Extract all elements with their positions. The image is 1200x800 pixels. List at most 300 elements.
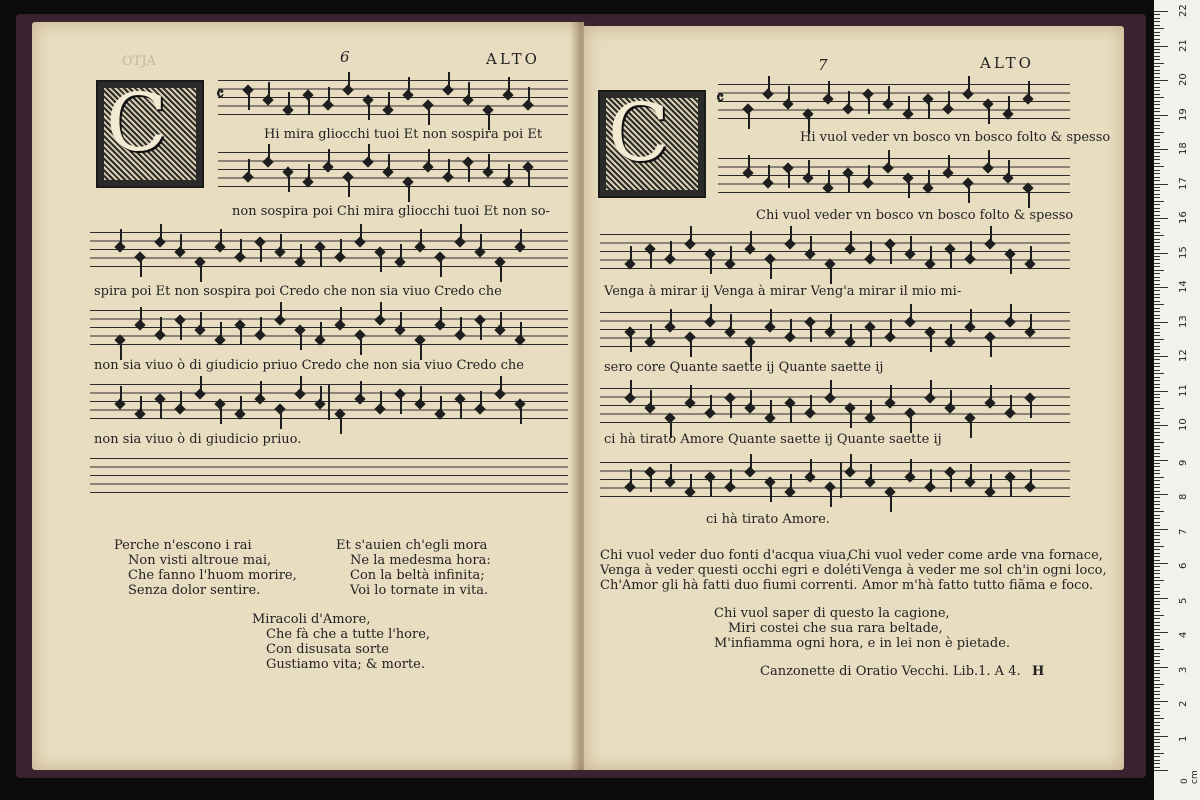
ruler-minor-tick (1154, 221, 1160, 222)
final-barline (328, 384, 330, 420)
ruler-minor-tick (1154, 763, 1160, 764)
note-stem (870, 400, 872, 416)
lyric-line: Venga à mirar ij Venga à mirar Veng'a mirar il mio mi- (604, 284, 962, 299)
note-stem (448, 159, 450, 175)
lyric-line: Chi vuol veder vn bosco vn bosco folto & spesso (756, 208, 1074, 223)
music-staff (600, 462, 1070, 498)
ruler-minor-tick (1154, 453, 1160, 454)
lyric-line: spira poi Et non sospira poi Credo che non sia viuo Credo che (94, 284, 502, 299)
note-stem (308, 164, 310, 180)
ruler-minor-tick (1154, 208, 1160, 209)
note-stem (850, 231, 852, 247)
ruler-minor-tick (1154, 156, 1160, 157)
note-stem (520, 408, 522, 424)
ruler-minor-tick (1154, 66, 1160, 67)
note-stem (848, 177, 850, 193)
note-stem (810, 236, 812, 252)
note-stem (930, 336, 932, 352)
ruler-minor-tick (1154, 725, 1160, 726)
note-stem (1028, 81, 1030, 97)
ruler-minor-tick (1154, 304, 1164, 305)
ruler-minor-tick (1154, 442, 1164, 443)
note-stem (448, 72, 450, 88)
note-stem (200, 266, 202, 282)
decorated-initial: C (96, 80, 204, 188)
note-stem (500, 312, 502, 328)
note-stem (140, 307, 142, 323)
ruler-label: 14 (1178, 280, 1189, 293)
note-stem (970, 241, 972, 257)
ruler-unit: 0 cm (1180, 770, 1200, 784)
note-stem (268, 144, 270, 160)
ruler-minor-tick (1154, 349, 1160, 350)
ruler-minor-tick (1154, 618, 1160, 619)
ruler-minor-tick (1154, 118, 1160, 119)
ruler-minor-tick (1154, 277, 1160, 278)
note-stem (1030, 402, 1032, 418)
ruler-minor-tick (1154, 622, 1160, 623)
note-stem (380, 391, 382, 407)
ruler-minor-tick (1154, 760, 1160, 761)
ruler-minor-tick (1154, 359, 1160, 360)
ruler-minor-tick (1154, 397, 1160, 398)
note-stem (770, 486, 772, 502)
ruler-minor-tick (1154, 94, 1160, 95)
ruler-label: 18 (1178, 142, 1189, 155)
note-stem (890, 385, 892, 401)
note-stem (750, 231, 752, 247)
ruler-minor-tick (1154, 463, 1160, 464)
ruler-minor-tick (1154, 670, 1160, 671)
note-stem (910, 417, 912, 433)
ruler-minor-tick (1154, 756, 1160, 757)
ruler-minor-tick (1154, 232, 1160, 233)
ruler-label: 20 (1178, 73, 1189, 86)
note-stem (788, 172, 790, 188)
ruler-minor-tick (1154, 566, 1160, 567)
ruler-minor-tick (1154, 270, 1164, 271)
note-stem (440, 307, 442, 323)
music-staff (718, 158, 1070, 194)
note-stem (200, 376, 202, 392)
ruler-minor-tick (1154, 77, 1160, 78)
ruler-tick (1154, 149, 1168, 150)
ruler-minor-tick (1154, 363, 1160, 364)
note-stem (790, 474, 792, 490)
ruler-minor-tick (1154, 266, 1160, 267)
ruler-minor-tick (1154, 28, 1164, 29)
note-stem (500, 266, 502, 282)
note-stem (650, 390, 652, 406)
note-stem (260, 317, 262, 333)
ruler-minor-tick (1154, 353, 1160, 354)
ruler-minor-tick (1154, 42, 1160, 43)
note-stem (440, 261, 442, 277)
note-stem (930, 380, 932, 396)
ruler-tick (1154, 11, 1168, 12)
note-stem (348, 72, 350, 88)
ruler-minor-tick (1154, 491, 1160, 492)
note-stem (910, 236, 912, 252)
ruler-minor-tick (1154, 549, 1160, 550)
ruler-minor-tick (1154, 328, 1160, 329)
note-stem (630, 336, 632, 352)
ruler-minor-tick (1154, 470, 1160, 471)
ruler-minor-tick (1154, 742, 1160, 743)
ruler-label: 21 (1178, 38, 1189, 52)
measurement-ruler (1154, 0, 1200, 800)
ruler-minor-tick (1154, 380, 1160, 381)
note-stem (240, 329, 242, 345)
ruler-tick (1154, 184, 1168, 185)
ruler-tick (1154, 632, 1168, 633)
ruler-minor-tick (1154, 704, 1160, 705)
lyric-line: non sia viuo ò di giudicio priuo Credo che non sia viuo Credo che (94, 358, 524, 373)
ruler-minor-tick (1154, 204, 1160, 205)
note-stem (1030, 469, 1032, 485)
note-stem (850, 454, 852, 470)
ruler-minor-tick (1154, 273, 1160, 274)
note-stem (480, 324, 482, 340)
note-stem (630, 246, 632, 262)
ruler-minor-tick (1154, 560, 1160, 561)
ruler-tick (1154, 322, 1168, 323)
poem-stanza-3: Chi vuol saper di questo la cagione, Miri costei che sua rara beltade, M'infiamma ogni hora, e in lei non è pietade. (714, 606, 1011, 651)
note-stem (870, 241, 872, 257)
note-stem (650, 476, 652, 492)
ruler-tick (1154, 598, 1168, 599)
note-stem (810, 459, 812, 475)
ruler-minor-tick (1154, 428, 1160, 429)
note-stem (950, 476, 952, 492)
ruler-label: 16 (1178, 211, 1189, 224)
ruler-minor-tick (1154, 767, 1160, 768)
note-stem (268, 82, 270, 98)
note-stem (890, 248, 892, 264)
ruler-minor-tick (1154, 625, 1160, 626)
ruler-minor-tick (1154, 308, 1160, 309)
note-stem (500, 376, 502, 392)
ruler-minor-tick (1154, 97, 1164, 98)
note-stem (328, 149, 330, 165)
note-stem (690, 385, 692, 401)
ruler-minor-tick (1154, 152, 1160, 153)
ruler-minor-tick (1154, 301, 1160, 302)
note-stem (260, 381, 262, 397)
ruler-minor-tick (1154, 121, 1160, 122)
note-stem (288, 176, 290, 192)
decorated-initial: C (598, 90, 706, 198)
ruler-label: 11 (1178, 383, 1189, 397)
ruler-minor-tick (1154, 342, 1160, 343)
ruler-minor-tick (1154, 146, 1160, 147)
ruler-minor-tick (1154, 39, 1160, 40)
right-page (584, 26, 1124, 770)
note-stem (280, 302, 282, 318)
ruler-minor-tick (1154, 615, 1164, 616)
note-stem (950, 253, 952, 269)
ruler-tick (1154, 425, 1168, 426)
note-stem (888, 86, 890, 102)
note-stem (730, 469, 732, 485)
note-stem (650, 324, 652, 340)
note-stem (990, 341, 992, 357)
note-stem (240, 239, 242, 255)
empty-staff (90, 458, 568, 494)
ruler-tick (1154, 46, 1168, 47)
ruler-minor-tick (1154, 604, 1160, 605)
note-stem (140, 396, 142, 412)
page-number: 6 (340, 48, 350, 66)
note-stem (388, 92, 390, 108)
note-stem (508, 164, 510, 180)
poem-stanza-2: Chi vuol veder come arde vna fornace, Venga à veder me sol ch'in ogni loco, Amor m'hà fatto tutto fiãma e foco. (848, 548, 1107, 593)
note-stem (730, 246, 732, 262)
ruler-minor-tick (1154, 63, 1164, 64)
ruler-tick (1154, 391, 1168, 392)
ruler-minor-tick (1154, 480, 1160, 481)
ruler-minor-tick (1154, 663, 1160, 664)
ruler-minor-tick (1154, 422, 1160, 423)
ruler-minor-tick (1154, 649, 1164, 650)
ruler-minor-tick (1154, 660, 1160, 661)
colophon: Canzonette di Oratio Vecchi. Lib.1. A 4. (760, 664, 1021, 679)
bleed-through-text: OTJA (122, 54, 156, 69)
note-stem (930, 469, 932, 485)
ruler-minor-tick (1154, 629, 1160, 630)
ruler-minor-tick (1154, 239, 1160, 240)
ruler-label: 17 (1178, 176, 1189, 190)
note-stem (220, 408, 222, 424)
note-stem (948, 155, 950, 171)
ruler-minor-tick (1154, 577, 1160, 578)
note-stem (468, 166, 470, 182)
ruler-minor-tick (1154, 256, 1160, 257)
note-stem (368, 104, 370, 120)
ruler-label: 13 (1178, 314, 1189, 328)
note-stem (180, 234, 182, 250)
ruler-minor-tick (1154, 732, 1160, 733)
ruler-minor-tick (1154, 170, 1160, 171)
note-stem (1010, 258, 1012, 274)
note-stem (630, 380, 632, 396)
note-stem (988, 150, 990, 166)
note-stem (1008, 160, 1010, 176)
ruler-minor-tick (1154, 518, 1160, 519)
note-stem (140, 261, 142, 277)
ruler-minor-tick (1154, 311, 1160, 312)
music-staff (718, 84, 1070, 120)
ruler-minor-tick (1154, 318, 1160, 319)
ruler-minor-tick (1154, 139, 1160, 140)
note-stem (160, 317, 162, 333)
ruler-minor-tick (1154, 656, 1160, 657)
ruler-minor-tick (1154, 163, 1160, 164)
ruler-minor-tick (1154, 677, 1160, 678)
ruler-minor-tick (1154, 373, 1164, 374)
note-stem (300, 376, 302, 392)
ruler-label: 7 (1178, 528, 1189, 535)
ruler-minor-tick (1154, 446, 1160, 447)
music-staff (600, 312, 1070, 348)
ruler-minor-tick (1154, 18, 1160, 19)
ruler-minor-tick (1154, 587, 1160, 588)
ruler-minor-tick (1154, 90, 1160, 91)
note-stem (788, 86, 790, 102)
ruler-minor-tick (1154, 377, 1160, 378)
voice-header: ALTO (486, 50, 540, 68)
ruler-minor-tick (1154, 635, 1160, 636)
ruler-minor-tick (1154, 315, 1160, 316)
ruler-minor-tick (1154, 408, 1164, 409)
note-stem (180, 391, 182, 407)
note-stem (670, 464, 672, 480)
note-stem (968, 76, 970, 92)
note-stem (868, 165, 870, 181)
ruler-minor-tick (1154, 194, 1160, 195)
ruler-minor-tick (1154, 580, 1164, 581)
ruler-minor-tick (1154, 290, 1160, 291)
music-staff (600, 388, 1070, 424)
note-stem (520, 322, 522, 338)
ruler-label: 9 (1178, 459, 1189, 466)
note-stem (360, 381, 362, 397)
note-stem (1008, 96, 1010, 112)
note-stem (320, 386, 322, 402)
poem-stanza-1: Chi vuol veder duo fonti d'acqua viua, Venga à veder questi occhi egri e doléti Ch'Amor gli hà fatti duo fiumi correnti. (600, 548, 862, 593)
note-stem (990, 474, 992, 490)
note-stem (340, 418, 342, 434)
note-stem (460, 317, 462, 333)
ruler-minor-tick (1154, 108, 1160, 109)
note-stem (200, 312, 202, 328)
ruler-minor-tick (1154, 215, 1160, 216)
note-stem (690, 341, 692, 357)
ruler-minor-tick (1154, 511, 1164, 512)
ruler-minor-tick (1154, 73, 1160, 74)
ruler-tick (1154, 460, 1168, 461)
ruler-minor-tick (1154, 535, 1160, 536)
ruler-label: 3 (1178, 666, 1189, 673)
note-stem (360, 224, 362, 240)
note-stem (280, 413, 282, 429)
ruler-minor-tick (1154, 228, 1160, 229)
ruler-minor-tick (1154, 56, 1160, 57)
ruler-minor-tick (1154, 439, 1160, 440)
ruler-minor-tick (1154, 197, 1160, 198)
note-stem (970, 309, 972, 325)
music-staff (90, 232, 568, 268)
note-stem (790, 407, 792, 423)
note-stem (440, 396, 442, 412)
ruler-tick (1154, 736, 1168, 737)
note-stem (908, 182, 910, 198)
ruler-minor-tick (1154, 180, 1160, 181)
note-stem (768, 165, 770, 181)
ruler-minor-tick (1154, 284, 1160, 285)
note-stem (400, 312, 402, 328)
note-stem (988, 108, 990, 124)
note-stem (790, 319, 792, 335)
ruler-label: 12 (1178, 349, 1189, 362)
ruler-minor-tick (1154, 553, 1160, 554)
ruler-minor-tick (1154, 128, 1160, 129)
note-stem (408, 77, 410, 93)
music-staff (218, 152, 568, 188)
ruler-minor-tick (1154, 522, 1160, 523)
ruler-label: 6 (1178, 562, 1189, 569)
lyric-line: Hi mira gliocchi tuoi Et non sospira poi Et (264, 127, 543, 142)
ruler-tick (1154, 115, 1168, 116)
ruler-minor-tick (1154, 487, 1160, 488)
ruler-minor-tick (1154, 504, 1160, 505)
lyric-line: Hi vuol veder vn bosco vn bosco folto & spesso (800, 130, 1111, 145)
note-stem (830, 268, 832, 284)
ruler-minor-tick (1154, 87, 1160, 88)
ruler-label: 5 (1178, 597, 1189, 604)
clef-icon: 𝄴 (716, 88, 725, 109)
note-stem (360, 339, 362, 355)
ruler-minor-tick (1154, 249, 1160, 250)
note-stem (830, 314, 832, 330)
ruler-minor-tick (1154, 594, 1160, 595)
ruler-minor-tick (1154, 642, 1160, 643)
ruler-label: 19 (1178, 107, 1189, 121)
ruler-minor-tick (1154, 718, 1164, 719)
note-stem (690, 474, 692, 490)
ruler-minor-tick (1154, 401, 1160, 402)
ruler-label: 4 (1178, 631, 1189, 638)
ruler-minor-tick (1154, 508, 1160, 509)
note-stem (260, 246, 262, 262)
note-stem (910, 304, 912, 320)
ruler-label: 8 (1178, 493, 1189, 500)
ruler-minor-tick (1154, 242, 1160, 243)
note-stem (830, 491, 832, 507)
ruler-tick (1154, 287, 1168, 288)
note-stem (950, 324, 952, 340)
ruler-minor-tick (1154, 539, 1160, 540)
note-stem (1028, 192, 1030, 208)
ruler-tick (1154, 529, 1168, 530)
ruler-minor-tick (1154, 749, 1160, 750)
note-stem (928, 103, 930, 119)
note-stem (950, 390, 952, 406)
note-stem (890, 319, 892, 335)
note-stem (300, 334, 302, 350)
ruler-minor-tick (1154, 235, 1164, 236)
note-stem (890, 496, 892, 512)
lyric-line: ci hà tirato Amore. (706, 512, 830, 527)
note-stem (1030, 314, 1032, 330)
note-stem (420, 386, 422, 402)
ruler-minor-tick (1154, 384, 1160, 385)
note-stem (428, 109, 430, 125)
ruler-minor-tick (1154, 653, 1160, 654)
ruler-minor-tick (1154, 32, 1160, 33)
ruler-minor-tick (1154, 35, 1160, 36)
note-stem (670, 241, 672, 257)
ruler-minor-tick (1154, 52, 1160, 53)
note-stem (710, 258, 712, 274)
ruler-minor-tick (1154, 532, 1160, 533)
note-stem (220, 229, 222, 245)
note-stem (810, 395, 812, 411)
note-stem (508, 77, 510, 93)
ruler-minor-tick (1154, 673, 1160, 674)
note-stem (340, 307, 342, 323)
ruler-tick (1154, 253, 1168, 254)
